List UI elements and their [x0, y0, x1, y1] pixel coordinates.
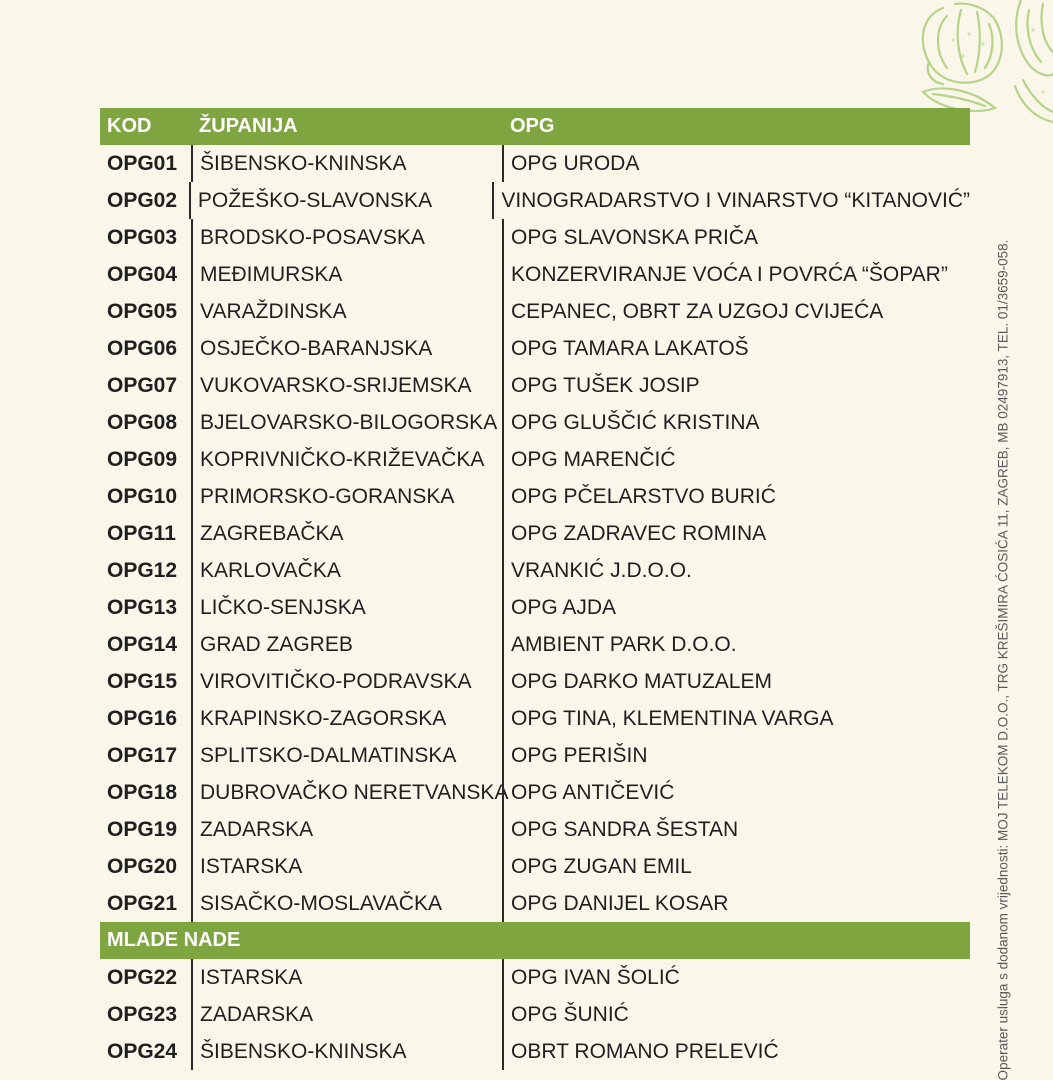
zupanija-cell: LIČKO-SENJSKA [191, 589, 502, 626]
table-row [100, 959, 970, 996]
kod-cell: OPG18 [107, 780, 178, 804]
table-row [100, 811, 970, 848]
table-row [100, 589, 970, 626]
table-row [100, 256, 970, 293]
operator-legal-note: Operater usluga s dodanom vrijednosti: MOJ TELEKOM D.O.O., TRG KREŠIMIRA ĆOSIĆA 11, ZAGREB, MB 02497913, TEL. 01/3659-058. [995, 239, 1011, 1080]
kod-cell: OPG24 [107, 1039, 178, 1063]
zupanija-cell: KRAPINSKO-ZAGORSKA [191, 700, 502, 737]
opg-cell: OPG SLAVONSKA PRIČA [502, 219, 970, 256]
opg-cell: CEPANEC, OBRT ZA UZGOJ CVIJEĆA [502, 293, 970, 330]
table-row [100, 737, 970, 774]
kod-cell: OPG11 [107, 521, 176, 545]
table-row [100, 885, 970, 922]
opg-table [100, 108, 970, 1070]
kod-cell: OPG03 [107, 225, 178, 249]
opg-cell: OPG DARKO MATUZALEM [502, 663, 970, 700]
opg-cell: VRANKIĆ J.D.O.O. [502, 552, 970, 589]
kod-cell: OPG17 [107, 743, 178, 767]
opg-cell: OPG ZUGAN EMIL [502, 848, 970, 885]
table-header [100, 108, 970, 145]
zupanija-cell: ZADARSKA [191, 996, 502, 1033]
header-zupanija: ŽUPANIJA [199, 115, 298, 137]
kod-cell: OPG19 [107, 817, 178, 841]
kod-cell: OPG21 [107, 891, 178, 915]
zupanija-cell: POŽEŠKO-SLAVONSKA [189, 182, 492, 219]
table-row [100, 626, 970, 663]
zupanija-cell: GRAD ZAGREB [191, 626, 502, 663]
kod-cell: OPG20 [107, 854, 178, 878]
table-row [100, 700, 970, 737]
table-row [100, 663, 970, 700]
kod-cell: OPG13 [107, 595, 178, 619]
kod-cell: OPG16 [107, 706, 178, 730]
opg-cell: VINOGRADARSTVO I VINARSTVO “KITANOVIĆ” [492, 182, 970, 219]
opg-cell: OPG TUŠEK JOSIP [502, 367, 970, 404]
opg-cell: OPG AJDA [502, 589, 970, 626]
table-row [100, 367, 970, 404]
table-row [100, 1033, 970, 1070]
table-row [100, 552, 970, 589]
opg-cell: AMBIENT PARK D.O.O. [502, 626, 970, 663]
kod-cell: OPG08 [107, 410, 178, 434]
zupanija-cell: ISTARSKA [191, 959, 502, 996]
table-row [100, 441, 970, 478]
table-row [100, 145, 970, 182]
zupanija-cell: ŠIBENSKO-KNINSKA [191, 1033, 502, 1070]
table-row [100, 478, 970, 515]
table-row [100, 293, 970, 330]
opg-cell: OPG SANDRA ŠESTAN [502, 811, 970, 848]
table-row [100, 515, 970, 552]
zupanija-cell: KARLOVAČKA [191, 552, 502, 589]
kod-cell: OPG15 [107, 669, 178, 693]
section-table-body [100, 959, 970, 1070]
header-opg: OPG [510, 115, 555, 137]
zupanija-cell: ISTARSKA [191, 848, 502, 885]
kod-cell: OPG09 [107, 447, 178, 471]
kod-cell: OPG02 [107, 188, 178, 212]
opg-cell: KONZERVIRANJE VOĆA I POVRĆA “ŠOPAR” [502, 256, 970, 293]
zupanija-cell: ZADARSKA [191, 811, 502, 848]
opg-cell: OPG ZADRAVEC ROMINA [502, 515, 970, 552]
opg-cell: OPG URODA [502, 145, 970, 182]
zupanija-cell: ŠIBENSKO-KNINSKA [191, 145, 502, 182]
opg-cell: OBRT ROMANO PRELEVIĆ [502, 1033, 970, 1070]
zupanija-cell: PRIMORSKO-GORANSKA [191, 478, 502, 515]
garlic-illustration-icon [903, 0, 1053, 125]
opg-cell: OPG TAMARA LAKATOŠ [502, 330, 970, 367]
kod-cell: OPG22 [107, 965, 178, 989]
opg-cell: OPG GLUŠČIĆ KRISTINA [502, 404, 970, 441]
kod-cell: OPG12 [107, 558, 178, 582]
opg-cell: OPG ANTIČEVIĆ [502, 774, 970, 811]
zupanija-cell: BJELOVARSKO-BILOGORSKA [191, 404, 502, 441]
opg-cell: OPG DANIJEL KOSAR [502, 885, 970, 922]
section-title-mlade-nade: MLADE NADE [100, 922, 970, 959]
table-body [100, 145, 970, 922]
table-row [100, 404, 970, 441]
zupanija-cell: OSJEČKO-BARANJSKA [191, 330, 502, 367]
zupanija-cell: ZAGREBAČKA [191, 515, 502, 552]
opg-cell: OPG ŠUNIĆ [502, 996, 970, 1033]
zupanija-cell: SPLITSKO-DALMATINSKA [191, 737, 502, 774]
table-row [100, 219, 970, 256]
zupanija-cell: BRODSKO-POSAVSKA [191, 219, 502, 256]
zupanija-cell: VIROVITIČKO-PODRAVSKA [191, 663, 502, 700]
table-row [100, 330, 970, 367]
opg-cell: OPG TINA, KLEMENTINA VARGA [502, 700, 970, 737]
zupanija-cell: VARAŽDINSKA [191, 293, 502, 330]
opg-cell: OPG IVAN ŠOLIĆ [502, 959, 970, 996]
table-row [100, 774, 970, 811]
kod-cell: OPG06 [107, 336, 178, 360]
kod-cell: OPG04 [107, 262, 178, 286]
zupanija-cell: MEĐIMURSKA [191, 256, 502, 293]
header-kod: KOD [107, 115, 152, 137]
kod-cell: OPG10 [107, 484, 178, 508]
zupanija-cell: SISAČKO-MOSLAVAČKA [191, 885, 502, 922]
opg-cell: OPG MARENČIĆ [502, 441, 970, 478]
zupanija-cell: KOPRIVNIČKO-KRIŽEVAČKA [191, 441, 502, 478]
kod-cell: OPG01 [107, 151, 178, 175]
kod-cell: OPG07 [107, 373, 178, 397]
opg-cell: OPG PČELARSTVO BURIĆ [502, 478, 970, 515]
zupanija-cell: VUKOVARSKO-SRIJEMSKA [191, 367, 502, 404]
table-row [100, 996, 970, 1033]
kod-cell: OPG14 [107, 632, 178, 656]
zupanija-cell: DUBROVAČKO NERETVANSKA [191, 774, 502, 811]
table-row [100, 848, 970, 885]
table-row [100, 182, 970, 219]
opg-cell: OPG PERIŠIN [502, 737, 970, 774]
kod-cell: OPG05 [107, 299, 178, 323]
kod-cell: OPG23 [107, 1002, 178, 1026]
